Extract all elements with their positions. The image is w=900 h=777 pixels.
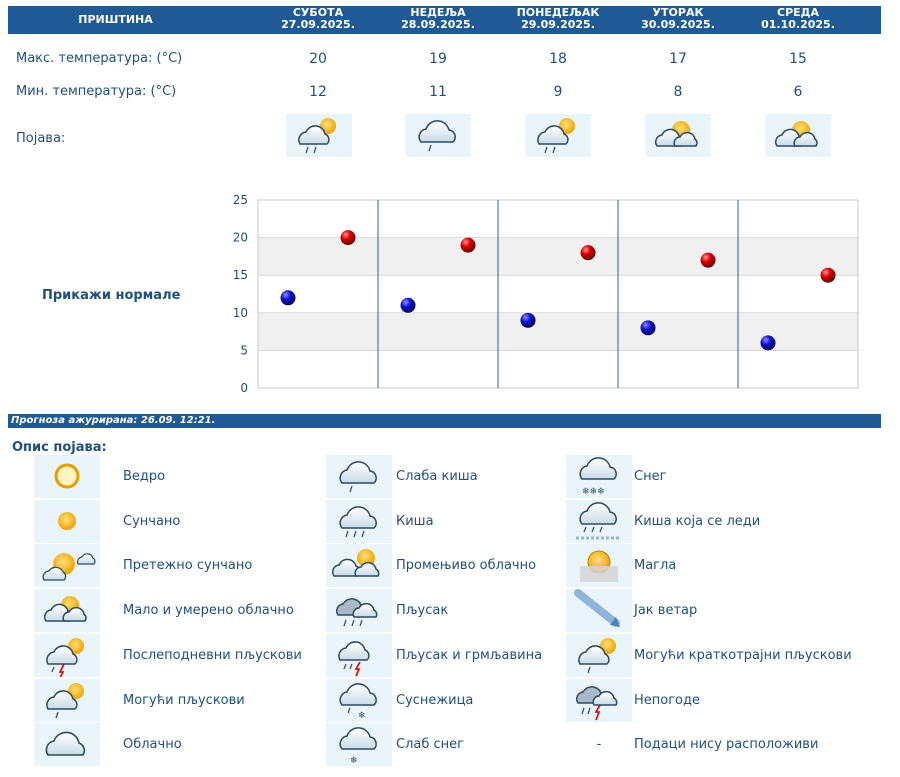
day-name: НЕДЕЉА xyxy=(410,6,466,19)
sun-outline-icon xyxy=(34,455,100,498)
svg-text:❄❄❄: ❄❄❄ xyxy=(582,487,605,497)
max-temp-value: 19 xyxy=(429,51,447,67)
partly-cloudy-icon xyxy=(34,589,100,632)
legend-label: Могући краткотрајни пљускови xyxy=(634,647,852,663)
min-temp-label: Мин. температура: (°C) xyxy=(16,84,177,99)
legend-label: Ведро xyxy=(123,469,166,484)
y-tick-label: 0 xyxy=(240,381,248,395)
legend-label: Промењиво облачно xyxy=(396,558,537,574)
y-tick-label: 5 xyxy=(240,343,248,358)
day-header xyxy=(378,7,498,31)
legend-label: Слаб снег xyxy=(396,737,464,753)
sleet-icon xyxy=(326,679,392,722)
no-data-dash: - xyxy=(596,737,602,753)
svg-text:❄: ❄ xyxy=(358,710,366,721)
day-header xyxy=(498,7,618,31)
legend-label: Суснежица xyxy=(396,692,474,708)
legend-label: Јак ветар xyxy=(634,603,698,619)
partly-cloudy-icon xyxy=(645,114,711,157)
strong-wind-icon xyxy=(566,589,632,632)
min-temp-value: 11 xyxy=(429,84,447,100)
min-temp-value: 6 xyxy=(793,84,803,100)
max-temp-label: Макс. температура: (°C) xyxy=(16,51,183,66)
day-date: 27.09.2025. xyxy=(281,18,355,31)
max-temp-point xyxy=(581,245,596,260)
day-name: СРЕДА xyxy=(777,6,819,19)
chart-band xyxy=(258,275,858,313)
min-temp-value: 9 xyxy=(553,84,563,100)
legend-label: Снег xyxy=(634,469,667,484)
max-temp-point xyxy=(461,238,476,253)
forecast-updated: Прогноза ажурирана: 26.09. 12:21. xyxy=(8,414,881,428)
mostly-sunny-icon xyxy=(34,544,100,587)
min-temp-point xyxy=(281,290,296,305)
min-temp-point xyxy=(641,320,656,335)
legend-label: Магла xyxy=(634,558,677,574)
legend-label: Претежно сунчано xyxy=(123,558,253,574)
svg-text:❄: ❄ xyxy=(350,756,358,767)
light-snow-icon xyxy=(326,723,392,766)
day-name: ПОНЕДЕЉАК xyxy=(516,6,600,19)
min-temp-point xyxy=(761,335,776,350)
thunder-shower-icon xyxy=(326,634,392,677)
rain-icon xyxy=(326,500,392,543)
legend-title: Опис појава: xyxy=(12,440,107,455)
day-header xyxy=(258,7,378,31)
min-temp-point xyxy=(401,298,416,313)
snow-icon xyxy=(566,455,632,498)
day-date: 28.09.2025. xyxy=(401,18,475,31)
temperature-chart xyxy=(220,190,870,400)
shower-icon xyxy=(326,589,392,632)
max-temp-point xyxy=(821,268,836,283)
legend-label: Могући пљускови xyxy=(123,692,245,708)
day-date: 30.09.2025. xyxy=(641,18,715,31)
storm-icon xyxy=(566,679,632,722)
day-name: СУБОТА xyxy=(292,6,344,19)
chart-band xyxy=(258,350,858,388)
y-tick-label: 25 xyxy=(232,193,248,207)
afternoon-showers-icon xyxy=(34,634,100,677)
light-rain-icon xyxy=(326,455,392,498)
partly-cloudy-icon xyxy=(765,114,831,157)
partly-sunny-rain-icon xyxy=(525,114,591,157)
variable-cloudy-icon xyxy=(326,544,392,587)
max-temp-point xyxy=(341,230,356,245)
min-temp-value: 12 xyxy=(309,84,327,100)
y-tick-label: 15 xyxy=(232,268,248,283)
possible-showers-icon xyxy=(34,679,100,722)
max-temp-point xyxy=(701,253,716,268)
max-temp-value: 17 xyxy=(669,51,687,67)
cloud-icon xyxy=(34,723,100,766)
min-temp-point xyxy=(521,313,536,328)
day-name: УТОРАК xyxy=(652,6,704,19)
legend-label: Мало и умерено облачно xyxy=(123,603,294,619)
city-name: ПРИШТИНА xyxy=(78,13,153,26)
fog-icon xyxy=(566,544,632,587)
sun-icon xyxy=(34,500,100,543)
light-rain-icon xyxy=(405,114,471,157)
day-header xyxy=(618,7,738,31)
y-tick-label: 20 xyxy=(232,230,248,245)
min-temp-value: 8 xyxy=(673,84,683,100)
max-temp-value: 20 xyxy=(309,51,327,67)
max-temp-value: 15 xyxy=(789,51,807,67)
freezing-rain-icon xyxy=(566,500,632,543)
legend-label: Послеподневни пљускови xyxy=(123,647,302,663)
phenomenon-label: Појава: xyxy=(16,131,66,146)
legend-label: Слаба киша xyxy=(396,469,478,484)
legend-label: Сунчано xyxy=(123,513,181,529)
legend-label: Пљусак и грмљавина xyxy=(396,647,543,663)
legend-label: Киша xyxy=(396,513,434,529)
max-temp-value: 18 xyxy=(549,51,567,67)
legend-label: Пљусак xyxy=(396,603,449,619)
show-normals-link[interactable]: Прикажи нормале xyxy=(42,288,181,303)
legend-label: Облачно xyxy=(123,737,182,753)
legend-label: Подаци нису расположиви xyxy=(634,737,819,753)
day-date: 01.10.2025. xyxy=(761,18,835,31)
legend-label: Непогоде xyxy=(634,692,700,708)
partly-sunny-rain-icon xyxy=(286,114,352,157)
legend-label: Киша која се леди xyxy=(634,513,761,529)
forecast-header xyxy=(8,6,881,34)
brief-showers-icon xyxy=(566,634,632,677)
day-header xyxy=(738,7,858,31)
y-tick-label: 10 xyxy=(232,305,248,320)
day-date: 29.09.2025. xyxy=(521,18,595,31)
